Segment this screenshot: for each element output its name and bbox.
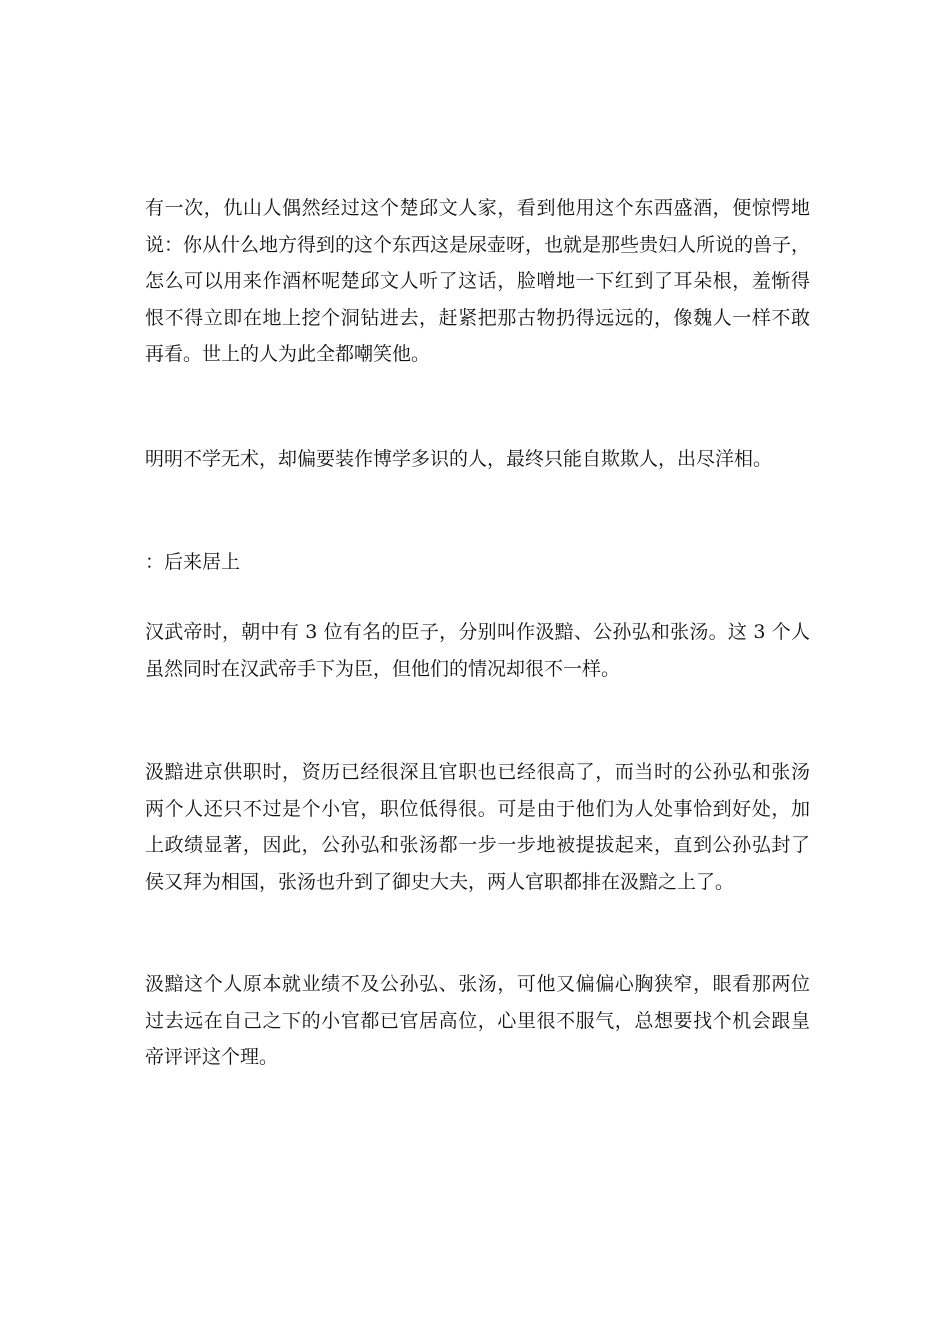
text-line: 两个人还只不过是个小官，职位低得很。可是由于他们为人处事恰到好处，加 <box>145 797 810 820</box>
text-line: 过去远在自己之下的小官都已官居高位，心里很不服气，总想要找个机会跟皇 <box>145 1009 810 1032</box>
text-line: 帝评评这个理。 <box>145 1046 279 1068</box>
text-line: 再看。世上的人为此全都嘲笑他。 <box>145 343 431 365</box>
text-line: 汲黯进京供职时，资历已经很深且官职也已经很高了，而当时的公孙弘和张汤 <box>145 761 810 783</box>
text-line: 侯又拜为相国，张汤也升到了御史大夫，两人官职都排在汲黯之上了。 <box>145 870 735 893</box>
paragraph-chuqiu-story <box>145 190 810 373</box>
text-line: 怎么可以用来作酒杯呢楚邱文人听了这话，脸噌地一下红到了耳朵根，羞惭得 <box>145 270 810 292</box>
text-line: 说：你从什么地方得到的这个东西这是尿壶呀，也就是那些贵妇人所说的兽子， <box>145 233 811 256</box>
text-line: 有一次，仇山人偶然经过这个楚邱文人家，看到他用这个东西盛酒，便惊愕地 <box>145 197 810 219</box>
text-line: 明明不学无术，却偏要装作博学多识的人，最终只能自欺欺人，出尽洋相。 <box>145 448 773 470</box>
paragraph-ji-an-career <box>145 754 810 900</box>
paragraph-han-wudi-intro <box>145 614 810 687</box>
text-line: 汉武帝时，朝中有 3 位有名的臣子，分别叫作汲黯、公孙弘和张汤。这 3 个人 <box>145 621 810 643</box>
text-line: 汲黯这个人原本就业绩不及公孙弘、张汤，可他又偏偏心胸狭窄，眼看那两位 <box>145 973 810 995</box>
text-line: 上政绩显著，因此，公孙弘和张汤都一步一步地被提拔起来，直到公孙弘封了 <box>145 834 810 856</box>
text-line: 恨不得立即在地上挖个洞钻进去，赶紧把那古物扔得远远的，像魏人一样不敢 <box>145 306 810 329</box>
text-line: ：后来居上 <box>145 551 241 573</box>
text-line: 虽然同时在汉武帝手下为臣，但他们的情况却很不一样。 <box>145 657 621 680</box>
paragraph-ji-an-resentment <box>145 966 810 1076</box>
section-heading-houlaijushang <box>145 544 810 581</box>
paragraph-moral <box>145 441 810 478</box>
